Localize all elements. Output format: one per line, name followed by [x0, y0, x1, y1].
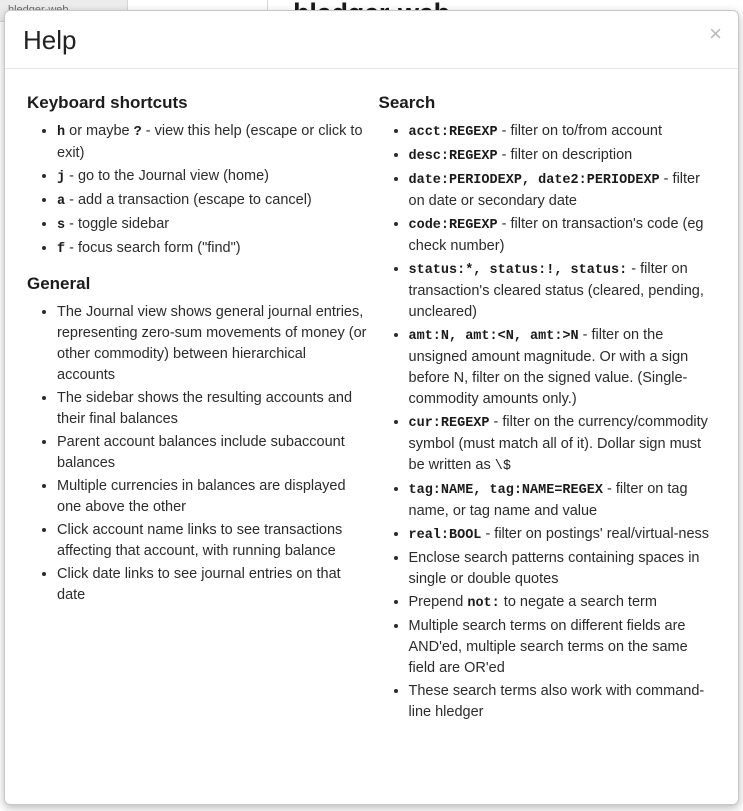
- list-item: [57, 238, 367, 260]
- query-text: to negate a search term: [499, 594, 657, 610]
- shortcut-key: j: [57, 170, 66, 185]
- shortcut-key: s: [57, 218, 66, 233]
- query-code: not:: [467, 596, 500, 611]
- list-item: • These search terms also work with command-line hledger: [409, 681, 719, 723]
- shortcut-key: f: [57, 242, 66, 257]
- list-item: • Enclose search patterns containing spaces in single or double quotes: [409, 548, 719, 590]
- shortcut-text: - toggle sidebar: [65, 216, 170, 232]
- list-item: [409, 145, 719, 167]
- list-item: [409, 169, 719, 212]
- section-heading-keyboard-shortcuts: Keyboard shortcuts: [27, 93, 188, 112]
- list-item: [57, 166, 367, 188]
- query-text: - filter on date or secondary date: [408, 171, 700, 209]
- query-text: - filter on transaction's code (eg check number): [408, 216, 704, 254]
- shortcut-text: - focus search form ("find"): [65, 240, 241, 256]
- list-item: • The sidebar shows the resulting accounts and their final balances: [57, 388, 367, 430]
- shortcut-text-pre: or maybe: [65, 123, 134, 139]
- query-text-pre: Prepend: [408, 594, 468, 610]
- help-modal-body: [5, 69, 738, 737]
- query-code: real:BOOL: [408, 528, 482, 543]
- page-title: Help: [23, 25, 77, 55]
- section-heading-search: Search: [378, 93, 436, 112]
- list-item: [57, 214, 367, 236]
- list-item: [409, 412, 719, 477]
- help-column-right: [377, 83, 719, 737]
- list-item: • Multiple currencies in balances are displayed one above the other: [57, 476, 367, 518]
- shortcut-key: h: [57, 125, 66, 140]
- shortcut-key-alt: ?: [133, 125, 142, 140]
- query-code: desc:REGEXP: [408, 149, 498, 164]
- list-item: [57, 190, 367, 212]
- list-item: [409, 592, 719, 614]
- query-text: - filter on tag name, or tag name and value: [408, 481, 688, 519]
- list-item: [409, 259, 719, 323]
- query-code-tail: \$: [494, 459, 511, 474]
- query-code: tag:NAME, tag:NAME=REGEX: [408, 483, 603, 498]
- query-text: - filter on to/from account: [497, 123, 663, 139]
- query-code: status:*, status:!, status:: [408, 263, 628, 278]
- shortcut-text: - go to the Journal view (home): [65, 168, 270, 184]
- shortcut-text: - view this help (escape or click to exit): [57, 123, 363, 161]
- list-item: • Click date links to see journal entries on that date: [57, 564, 367, 606]
- query-text: - filter on transaction's cleared status (cleared, pending, uncleared): [408, 261, 704, 320]
- list-item: [409, 121, 719, 143]
- search-queries-list: [377, 121, 719, 723]
- list-item: [409, 524, 719, 546]
- list-item: • Click account name links to see transactions affecting that account, with running balance: [57, 520, 367, 562]
- list-item: [409, 479, 719, 522]
- query-text: - filter on the currency/commodity symbol (must match all of it). Dollar sign must be written as: [408, 414, 708, 473]
- shortcut-text: - add a transaction (escape to cancel): [65, 192, 312, 208]
- query-code: code:REGEXP: [408, 218, 498, 233]
- query-code: amt:N, amt:<N, amt:>N: [408, 329, 579, 344]
- help-modal: [4, 10, 739, 805]
- keyboard-shortcuts-list: [25, 121, 367, 260]
- list-item: [57, 121, 367, 164]
- query-text: - filter on postings' real/virtual-ness: [481, 526, 710, 542]
- query-text: - filter on description: [497, 147, 633, 163]
- list-item: • Parent account balances include subaccount balances: [57, 432, 367, 474]
- list-item: • The Journal view shows general journal entries, representing zero-sum movements of money (or other commodity) between hierarchical accounts: [57, 302, 367, 386]
- list-item: [409, 325, 719, 410]
- query-code: acct:REGEXP: [408, 125, 498, 140]
- query-code: date:PERIODEXP, date2:PERIODEXP: [408, 173, 660, 188]
- query-code: cur:REGEXP: [408, 416, 490, 431]
- help-modal-header: [5, 11, 738, 69]
- section-heading-general: General: [27, 274, 91, 293]
- general-list: [25, 302, 367, 606]
- shortcut-key: a: [57, 194, 66, 209]
- close-icon[interactable]: ×: [709, 21, 722, 46]
- list-item: • Multiple search terms on different fields are AND'ed, multiple search terms on the same field are OR'ed: [409, 616, 719, 679]
- help-column-left: [25, 83, 367, 737]
- list-item: [409, 214, 719, 257]
- query-text: - filter on the unsigned amount magnitude. Or with a sign before N, filter on the signed value. (Single-commodity amounts only.): [408, 327, 689, 407]
